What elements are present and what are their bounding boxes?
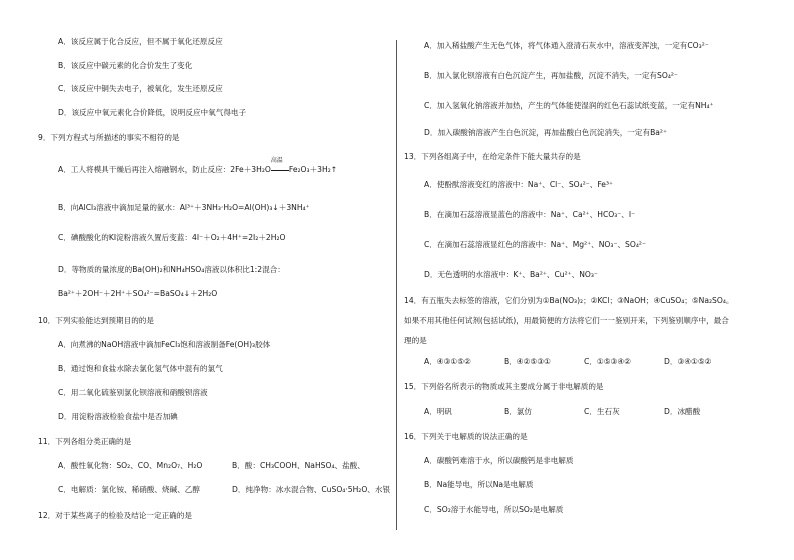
column-divider xyxy=(396,40,397,530)
q9-option-b: B．向AlCl₃溶液中滴加足量的氨水：Al³⁺＋3NH₃·H₂O=Al(OH)₃↓＋3NH₄⁺ xyxy=(58,203,310,212)
q10-option-a: A．向煮沸的NaOH溶液中滴加FeCl₃饱和溶液制备Fe(OH)₃胶体 xyxy=(58,340,271,349)
q9-option-d-equation: Ba²⁺＋2OH⁻＋2H⁺＋SO₄²⁻=BaSO₄↓＋2H₂O xyxy=(58,289,218,298)
q9-option-d: D．等物质的量浓度的Ba(OH)₂和NH₄HSO₄溶液以体积比1:2混合： xyxy=(58,265,285,274)
q10-option-d: D．用淀粉溶液检验食盐中是否加碘 xyxy=(58,412,178,421)
q12-option-b: B．加入氯化钡溶液有白色沉淀产生，再加盐酸，沉淀不消失，一定有SO₄²⁻ xyxy=(424,71,678,80)
q16-stem: 16．下列关于电解质的说法正确的是 xyxy=(404,432,528,441)
q12-option-a: A．加入稀盐酸产生无色气体，将气体通入澄清石灰水中，溶液变浑浊，一定有CO₃²⁻ xyxy=(424,41,709,50)
q13-option-b: B．在滴加石蕊溶液显蓝色的溶液中：Na⁺、Ca²⁺、HCO₃⁻、I⁻ xyxy=(424,210,636,219)
q14-option-b: B．④②⑤③① xyxy=(504,357,551,366)
q14-option-a: A．④③①⑤② xyxy=(424,357,471,366)
q11-option-c: C．电解质：氯化铵、稀硝酸、烧碱、乙醇 xyxy=(58,485,200,494)
q11-option-a: A．酸性氧化物：SO₂、CO、Mn₂O₇、H₂O xyxy=(58,461,203,470)
q14-stem-line3: 理的是 xyxy=(404,336,427,345)
q13-stem: 13．下列各组离子中，在给定条件下能大量共存的是 xyxy=(404,152,581,161)
q13-option-c: C．在滴加石蕊溶液显红色的溶液中：Na⁺、Mg²⁺、NO₃⁻、SO₄²⁻ xyxy=(424,240,646,249)
q9-option-a-products: Fe₂O₃＋3H₂↑ xyxy=(288,165,338,174)
q8-option-d: D．该反应中氧元素化合价降低，说明反应中氧气得电子 xyxy=(58,108,247,117)
q13-option-d: D．无色透明的水溶液中：K⁺、Ba²⁺、Cu²⁺、NO₃⁻ xyxy=(424,270,598,279)
q14-option-d: D．③④①⑤② xyxy=(664,357,712,366)
q14-options xyxy=(404,357,744,367)
q15-option-d: D．冰醋酸 xyxy=(664,407,701,416)
q14-stem-line2: 如果不用其他任何试剂(包括试纸)，用最简便的方法将它们一一鉴别开来，下列鉴别顺序中，最合 xyxy=(404,316,729,325)
q11-stem: 11．下列各组分类正确的是 xyxy=(38,437,132,446)
reaction-condition xyxy=(270,157,289,175)
q9-stem: 9．下列方程式与所描述的事实不相符的是 xyxy=(38,133,180,142)
q11-option-b: B．酸：CH₃COOH、NaHSO₄、盐酸、 xyxy=(232,461,365,470)
q15-option-c: C．生石灰 xyxy=(584,407,620,416)
q14-stem-line1: 14．有五瓶失去标签的溶液，它们分别为①Ba(NO₃)₂；②KCl；③NaOH；④CuSO₄；⑤Na₂SO₄。 xyxy=(404,296,734,305)
q15-option-a: A．明矾 xyxy=(424,407,452,416)
q15-stem: 15．下列俗名所表示的物质或其主要成分属于非电解质的是 xyxy=(404,382,604,391)
q10-option-c: C．用二氧化硫鉴别氯化钡溶液和硝酸钡溶液 xyxy=(58,388,208,397)
q9-option-a xyxy=(38,157,338,175)
q8-option-a: A．该反应属于化合反应，但不属于氧化还原反应 xyxy=(58,37,223,46)
q12-stem: 12．对于某些离子的检验及结论一定正确的是 xyxy=(38,511,192,520)
reaction-condition-label: 高温 xyxy=(270,157,283,164)
q11-option-d: D．纯净物：冰水混合物、CuSO₄·5H₂O、水银 xyxy=(232,485,391,494)
q15-option-b: B．氯仿 xyxy=(504,407,532,416)
q10-stem: 10．下列实验能达到预期目的的是 xyxy=(38,316,154,325)
left-column xyxy=(38,0,390,560)
q9-option-c: C．碘酸酸化的KI淀粉溶液久置后变蓝：4I⁻＋O₂＋4H⁺=2I₂＋2H₂O xyxy=(58,233,286,242)
reaction-arrow xyxy=(271,170,289,171)
q8-option-c: C．该反应中铜失去电子，被氧化，发生还原反应 xyxy=(58,84,223,93)
right-column xyxy=(404,0,764,560)
q14-option-c: C．①⑤③④② xyxy=(584,357,631,366)
q8-option-b: B．该反应中碳元素的化合价发生了变化 xyxy=(58,61,193,70)
q12-option-c: C．加入氢氧化钠溶液并加热，产生的气体能使湿润的红色石蕊试纸变蓝，一定有NH₄⁺ xyxy=(424,101,714,110)
q16-option-c: C．SO₂溶于水能导电，所以SO₂是电解质 xyxy=(424,505,564,514)
q12-option-d: D．加入碳酸钠溶液产生白色沉淀，再加盐酸白色沉淀消失，一定有Ba²⁺ xyxy=(424,128,667,137)
q16-option-a: A．碳酸钙难溶于水，所以碳酸钙是非电解质 xyxy=(424,456,574,465)
q13-option-a: A．使酚酞溶液变红的溶液中：Na⁺、Cl⁻、SO₄²⁻、Fe³⁺ xyxy=(424,180,614,189)
q9-option-a-text: A．工人将模具干燥后再注入熔融钢水，防止反应：2Fe＋3H₂O xyxy=(58,165,271,174)
q10-option-b: B．通过饱和食盐水除去氯化氢气体中混有的氯气 xyxy=(58,364,223,373)
q16-option-b: B．Na能导电，所以Na是电解质 xyxy=(424,480,534,489)
q15-options xyxy=(404,407,744,417)
